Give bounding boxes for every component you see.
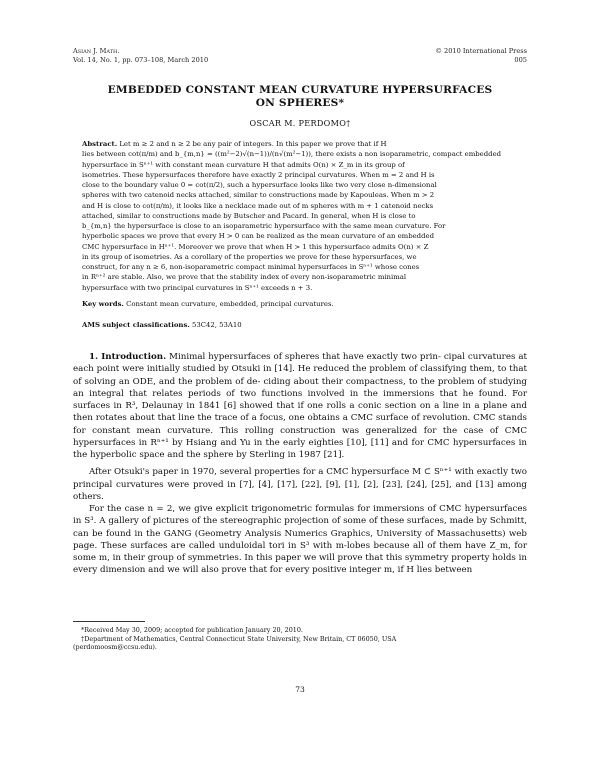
intro-line: Numerics Graphics, University of Massachusetts) web page. These surfaces are called <box>73 528 527 551</box>
intro-line: R³, Delaunay in 1841 [6] showed that if one rolls a conic section on a line in a plane <box>125 401 508 411</box>
abstract-line: close to the boundary value 0 = cot(π/2), such a hypersurface looks like two very close n-dimensional <box>82 181 437 189</box>
intro-line: between <box>434 565 473 576</box>
ams-classification <box>82 320 518 330</box>
intro-line: Minimal hypersurfaces of spheres that have exactly two prin- <box>169 352 441 362</box>
keywords-label: Key words. <box>82 300 124 308</box>
abstract-line: hypersurface with two principal curvatures in Sⁿ⁺¹ exceeds n + 3. <box>82 283 313 292</box>
abstract-label: Abstract. <box>82 140 118 148</box>
intro-line: revolution. CMC stands for constant mean curvature. This rolling construction was <box>73 413 527 436</box>
article-code: 005 <box>514 56 527 64</box>
intro-line: unduloidal tori in S³ with m-lobes because all of them have Z_m, for some m, in their <box>73 540 527 563</box>
abstract-line: and H is close to cot(π/m), it looks like a necklace made out of m spheres with m + 1 catenoid necks <box>82 201 434 210</box>
footnote-divider <box>73 621 145 622</box>
intro-line: the problem of classifying them, to that of solving an ODE, and the problem of de- <box>73 364 527 387</box>
footnotes <box>73 626 527 652</box>
intro-line: cipal curvatures at each point were initially studied by Otsuki in [14]. He reduced <box>73 352 527 375</box>
footnote-email: (perdomoosm@ccsu.edu). <box>73 643 157 652</box>
intro-line: group of symmetries. In this paper we will prove that this symmetry property holds <box>147 553 516 563</box>
intro-line: and then rotates about that line the trace of a focus, one obtains a CMC surface of <box>73 401 528 424</box>
ams-text: 53C42, 53A10 <box>191 321 242 329</box>
author-name: OSCAR M. PERDOMO† <box>249 118 351 128</box>
footnote-affiliation: †Department of Mathematics, Central Connecticut State University, New Britain, CT 06050, USA <box>81 634 397 643</box>
intro-paragraph-2 <box>73 466 527 503</box>
paper-title <box>60 84 540 110</box>
journal-name: Asian J. Math. <box>73 47 120 55</box>
page-number: 73 <box>295 685 305 694</box>
intro-line: in every dimension and we will also prove that for every positive integer m, if H lies <box>73 553 527 576</box>
intro-line: eighties [10], [11] and for CMC hypersurfaces in the hyperbolic space and the sphere <box>73 437 527 460</box>
intro-line: [2], [23], [24], [25], and [13] among others. <box>73 479 527 502</box>
intro-line: by Sterling in 1987 [21]. <box>236 450 345 460</box>
intro-line: For the case n = 2, we give explicit trigonometric formulas for immersions of CMC <box>89 504 462 514</box>
intro-line: generalized for the case of CMC hypersurfaces in Rⁿ⁺¹ by Hsiang and Yu in the early <box>73 425 527 448</box>
ams-label: AMS subject classifications. <box>82 321 190 329</box>
abstract-line: spheres with two catenoid necks attached, similar to constructions made by Kapouleas. When m > 2 <box>82 191 435 200</box>
copyright-notice: © 2010 International Press <box>435 47 527 55</box>
running-header-left <box>73 47 208 65</box>
abstract-line: hyperbolic spaces we prove that every H > 0 can be realized as the mean curvature of an embedded <box>82 232 434 241</box>
abstract-line: attached, similar to constructions made by Butscher and Pacard. In general, when H is close to <box>82 211 416 220</box>
introduction-section <box>73 351 527 577</box>
title-line-2: ON SPHERES* <box>255 97 345 109</box>
keywords-text: Constant mean curvature, embedded, principal curvatures. <box>126 300 334 308</box>
running-header-right <box>435 47 527 65</box>
abstract-line: lies between cot(π/m) and b_{m,n} = ((m²−2)√(n−1))/(n√(m²−1)), there exists a non isoparametric, compact embedded <box>82 150 502 159</box>
intro-line: ciding about their compactness, to the problem of studying an integral that relates <box>73 376 527 399</box>
abstract-line: in Rⁿ⁺² are stable. Also, we prove that the stability index of every non-isoparametric minimal <box>82 273 407 282</box>
intro-line: Sⁿ⁺¹ with exactly two principal curvatures were proved in [7], [4], [17], [22], [9], [1], <box>73 467 527 490</box>
abstract-line <box>82 139 518 149</box>
title-line-1: EMBEDDED CONSTANT MEAN CURVATURE HYPERSURFACES <box>107 84 493 96</box>
abstract-line: b_{m,n} the hypersurface is close to an isoparametric hypersurface with the same mean curvature. For <box>82 222 446 230</box>
intro-line: After Otsuki's paper in 1970, several properties for a CMC hypersurface M ⊂ <box>89 467 432 478</box>
intro-paragraph-1 <box>73 351 527 461</box>
intro-paragraph-3 <box>73 503 527 577</box>
abstract <box>82 139 518 293</box>
volume-info: Vol. 14, No. 1, pp. 073–108, March 2010 <box>73 56 209 64</box>
intro-line: periods of two functions involved in the immersions that he found. For surfaces in <box>73 388 528 411</box>
abstract-line: construct, for any n ≥ 6, non-isoparametric compact minimal hypersurfaces in Sⁿ⁺¹ whose cones <box>82 263 420 271</box>
keywords <box>82 299 518 309</box>
abstract-line: isometries. These hypersurfaces therefore have exactly 2 principal curvatures. When m = 2 and H is <box>82 170 435 179</box>
abstract-line: CMC hypersurface in Hⁿ⁺¹. Moreover we prove that when H > 1 this hypersurface admits O(n) × Z <box>82 242 429 251</box>
intro-line: these surfaces, made by Schmitt, can be found in the GANG (Geometry Analysis <box>73 516 527 539</box>
footnote-received: *Received May 30, 2009; accepted for publication January 20, 2010. <box>81 626 303 634</box>
abstract-line: in its group of isometries. As a corollary of the properties we prove for these hypersurfaces, we <box>82 252 417 261</box>
intro-line: hypersurfaces in S³. A gallery of pictures of the stereographic projection of some of <box>73 504 527 527</box>
abstract-line-text: Let m ≥ 2 and n ≥ 2 be any pair of integers. In this paper we prove that if H <box>119 140 387 148</box>
abstract-line: hypersurface in Sⁿ⁺¹ with constant mean curvature H that admits O(n) × Z_m in its group of <box>82 160 405 169</box>
section-heading: 1. Introduction. <box>89 352 167 362</box>
